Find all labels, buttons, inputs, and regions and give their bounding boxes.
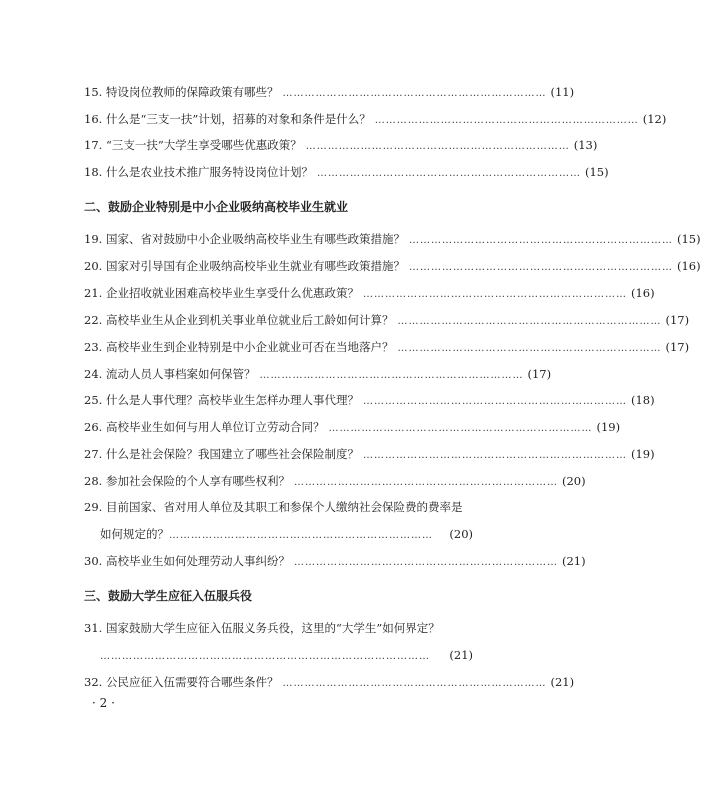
leader-dots: ……………………………………………………………… xyxy=(316,168,581,179)
toc-entry-title: 22. 高校毕业生从企业到机关事业单位就业后工龄如何计算？ xyxy=(84,313,394,327)
toc-entry-title: 20. 国家对引导国有企业吸纳高校毕业生就业有哪些政策措施？ xyxy=(84,259,405,273)
toc-entry-page: (17) xyxy=(527,367,552,381)
toc-entry-title: 30. 高校毕业生如何处理劳动人事纠纷？ xyxy=(84,554,290,568)
toc-entry-title: 27. 什么是社会保险？我国建立了哪些社会保险制度？ xyxy=(84,447,359,461)
leader-dots: ……………………………………………………………… xyxy=(259,370,524,381)
toc-entry-title: 如何规定的？ xyxy=(100,527,169,541)
toc-entry-title: 21. 企业招收就业困难高校毕业生享受什么优惠政策？ xyxy=(84,286,359,300)
toc-entry-page: (15) xyxy=(584,165,609,179)
leader-dots: ……………………………………………………………… xyxy=(293,557,558,568)
leader-dots: ……………………………………………………………… xyxy=(362,289,627,300)
toc-entry-25[interactable] xyxy=(84,390,655,410)
leader-dots: ……………………………………………………………… xyxy=(282,678,547,689)
toc-entry-page: (17) xyxy=(665,340,690,354)
toc-entry-title: 25. 什么是人事代理？高校毕业生怎样办理人事代理？ xyxy=(84,393,359,407)
toc-entry-19[interactable] xyxy=(84,229,701,249)
toc-entry-16[interactable] xyxy=(84,109,667,129)
toc-entry-18[interactable] xyxy=(84,162,609,182)
toc-entry-title: 15. 特设岗位教师的保障政策有哪些？ xyxy=(84,85,279,99)
toc-entry-29-line1[interactable]: 29. 目前国家、省对用人单位及其职工和参保个人缴纳社会保险费的费率是 xyxy=(84,500,463,514)
toc-entry-title: 32. 公民应征入伍需要符合哪些条件？ xyxy=(84,675,279,689)
toc-entry-page: (17) xyxy=(665,313,690,327)
toc-entry-page: (19) xyxy=(630,447,655,461)
leader-dots: ……………………………………………………………… xyxy=(362,396,627,407)
toc-entry-26[interactable] xyxy=(84,417,621,437)
toc-entry-title: 28. 参加社会保险的个人享有哪些权利？ xyxy=(84,474,290,488)
toc-entry-23[interactable] xyxy=(84,337,690,357)
toc-entry-28[interactable] xyxy=(84,471,586,491)
toc-entry-page: (15) xyxy=(676,232,701,246)
toc-entry-29-line2[interactable] xyxy=(100,524,473,544)
leader-dots: ……………………………………………………………… xyxy=(408,235,673,246)
toc-entry-page: (12) xyxy=(642,112,667,126)
toc-entry-title: 23. 高校毕业生到企业特别是中小企业就业可否在当地落户？ xyxy=(84,340,394,354)
toc-entry-15[interactable] xyxy=(84,82,575,102)
toc-entry-title: 16. 什么是“三支一扶”计划，招募的对象和条件是什么？ xyxy=(84,112,371,126)
toc-entry-22[interactable] xyxy=(84,310,690,330)
toc-entry-title: 17. “三支一扶”大学生享受哪些优惠政策？ xyxy=(84,138,302,152)
toc-entry-30[interactable] xyxy=(84,551,586,571)
leader-dots: ……………………………………………………………… xyxy=(328,423,593,434)
toc-entry-page: (19) xyxy=(596,420,621,434)
toc-entry-page: (16) xyxy=(676,259,701,273)
leader-dots: ……………………………………………………………… xyxy=(169,530,433,541)
leader-dots: ……………………………………………………………… xyxy=(397,343,662,354)
toc-entry-page: (18) xyxy=(630,393,655,407)
leader-dots: ……………………………………………………………… xyxy=(362,450,627,461)
toc-entry-17[interactable] xyxy=(84,135,598,155)
leader-dots: ……………………………………………………………… xyxy=(374,115,639,126)
toc-entry-title: 19. 国家、省对鼓励中小企业吸纳高校毕业生有哪些政策措施？ xyxy=(84,232,405,246)
toc-entry-page: (20) xyxy=(449,527,473,541)
toc-entry-31-line1[interactable]: 31. 国家鼓励大学生应征入伍服义务兵役，这里的“大学生”如何界定？ xyxy=(84,621,440,635)
toc-entry-page: (21) xyxy=(550,675,575,689)
page-number: · 2 · xyxy=(92,696,115,710)
leader-dots: ……………………………………………………………… xyxy=(305,141,570,152)
toc-entry-page: (11) xyxy=(550,85,575,99)
toc-entry-21[interactable] xyxy=(84,283,655,303)
toc-entry-page: (13) xyxy=(573,138,598,152)
toc-entry-page: (21) xyxy=(561,554,586,568)
toc-entry-20[interactable] xyxy=(84,256,701,276)
toc-entry-27[interactable] xyxy=(84,444,655,464)
toc-entry-page: (21) xyxy=(449,648,473,662)
leader-dots: ……………………………………………………………… xyxy=(293,477,558,488)
toc-entry-31-line2[interactable] xyxy=(100,645,473,665)
toc-entry-page: (16) xyxy=(630,286,655,300)
leader-dots: ……………………………………………………………… xyxy=(282,88,547,99)
leader-dots: ……………………………………………………………… xyxy=(397,316,662,327)
toc-entry-32[interactable] xyxy=(84,672,575,692)
leader-dots: ……………………………………………………………… xyxy=(408,262,673,273)
toc-entry-title: 26. 高校毕业生如何与用人单位订立劳动合同？ xyxy=(84,420,325,434)
section-heading-2: 二、鼓励企业特别是中小企业吸纳高校毕业生就业 xyxy=(84,200,349,214)
section-heading-3: 三、鼓励大学生应征入伍服兵役 xyxy=(84,589,253,603)
toc-entry-title: 18. 什么是农业技术推广服务特设岗位计划？ xyxy=(84,165,313,179)
toc-entry-title: 24. 流动人员人事档案如何保管？ xyxy=(84,367,256,381)
leader-dots: ……………………………………………………………………………… xyxy=(100,651,430,662)
toc-entry-page: (20) xyxy=(561,474,586,488)
toc-entry-24[interactable] xyxy=(84,364,552,384)
